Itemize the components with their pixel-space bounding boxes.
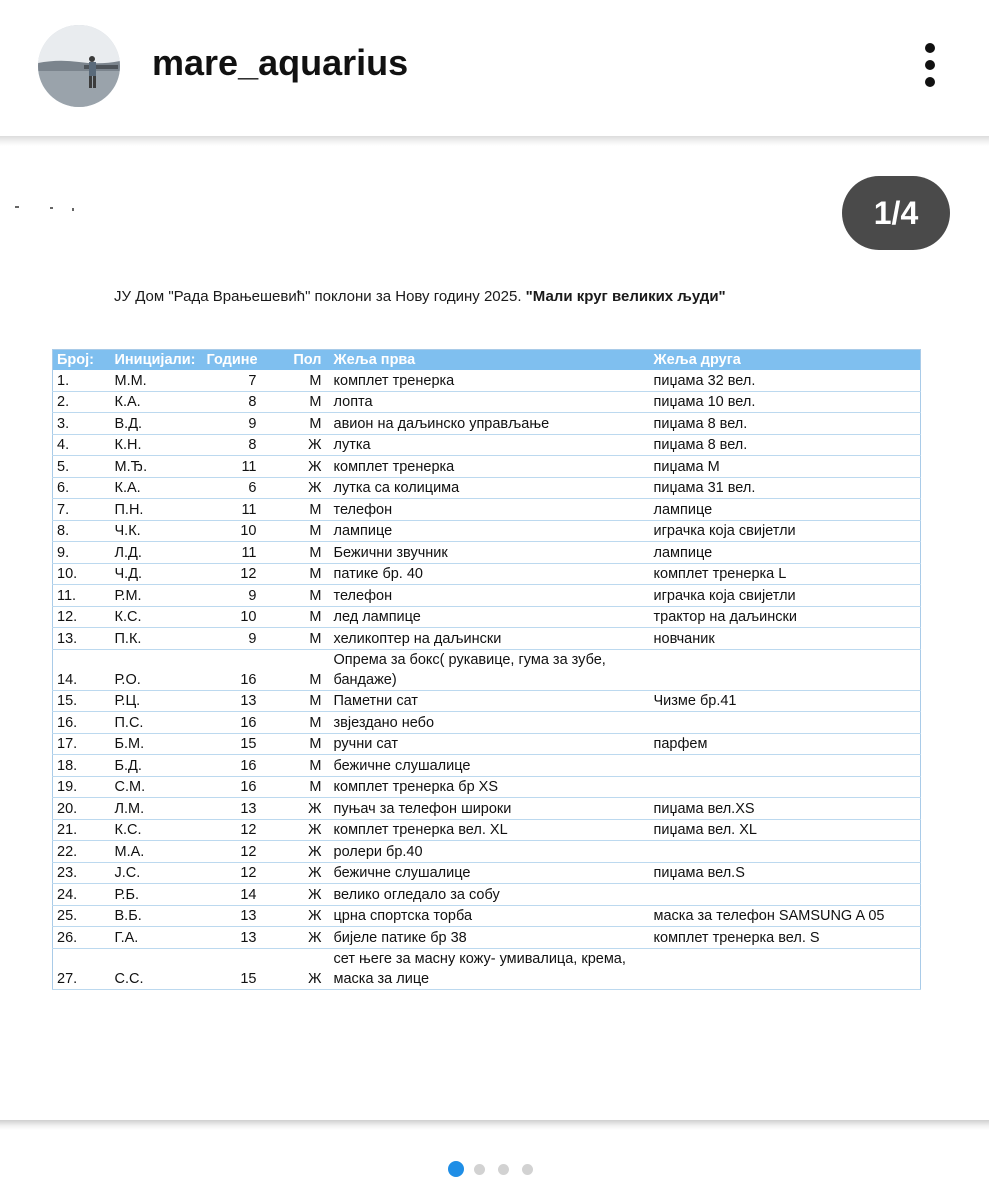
cell-age: 11 bbox=[203, 456, 265, 478]
cell-number: 26. bbox=[53, 927, 111, 949]
avatar[interactable] bbox=[38, 25, 120, 107]
more-vertical-icon bbox=[914, 38, 946, 98]
cell-sex: Ж bbox=[265, 434, 330, 456]
cell-wish-first: Опрема за бокс( рукавице, гума за зубе, бандаже) bbox=[330, 649, 650, 690]
cell-wish-second bbox=[650, 712, 921, 734]
cell-sex: Ж bbox=[265, 841, 330, 863]
cell-wish-first: патике бр. 40 bbox=[330, 563, 650, 585]
cell-wish-second: лампице bbox=[650, 542, 921, 564]
cell-sex: М bbox=[265, 606, 330, 628]
cell-age: 16 bbox=[203, 755, 265, 777]
cell-wish-first: телефон bbox=[330, 499, 650, 521]
table-row bbox=[53, 542, 921, 564]
cell-sex: Ж bbox=[265, 927, 330, 949]
table-row bbox=[53, 776, 921, 798]
cell-sex: М bbox=[265, 776, 330, 798]
cell-number: 5. bbox=[53, 456, 111, 478]
pagination-dot[interactable] bbox=[522, 1164, 533, 1175]
cell-number: 19. bbox=[53, 776, 111, 798]
cell-wish-first: бежичне слушалице bbox=[330, 755, 650, 777]
cell-initials: Б.Д. bbox=[111, 755, 203, 777]
cell-wish-second: новчаник bbox=[650, 628, 921, 650]
cell-wish-second bbox=[650, 884, 921, 906]
username[interactable]: mare_aquarius bbox=[152, 42, 409, 83]
cell-wish-second: комплет тренерка вел. S bbox=[650, 927, 921, 949]
table-row bbox=[53, 712, 921, 734]
cell-wish-first: велико огледало за собу bbox=[330, 884, 650, 906]
table-row bbox=[53, 690, 921, 712]
document-title-bold: "Мали круг великих људи" bbox=[525, 288, 726, 305]
cell-age: 12 bbox=[203, 563, 265, 585]
table-row bbox=[53, 755, 921, 777]
cell-wish-first: лутка bbox=[330, 434, 650, 456]
cell-number: 7. bbox=[53, 499, 111, 521]
footer-divider bbox=[0, 1120, 989, 1130]
cell-age: 8 bbox=[203, 434, 265, 456]
cell-age: 16 bbox=[203, 712, 265, 734]
cell-age: 9 bbox=[203, 413, 265, 435]
cell-initials: Р.Ц. bbox=[111, 690, 203, 712]
cell-wish-second: пиџама 8 вел. bbox=[650, 413, 921, 435]
cell-number: 12. bbox=[53, 606, 111, 628]
cell-number: 23. bbox=[53, 862, 111, 884]
cell-wish-first: лутка са колицима bbox=[330, 477, 650, 499]
cell-wish-first: комплет тренерка вел. XL bbox=[330, 819, 650, 841]
cell-number: 27. bbox=[53, 948, 111, 989]
table-row bbox=[53, 434, 921, 456]
cell-number: 25. bbox=[53, 905, 111, 927]
more-options-button[interactable] bbox=[914, 38, 946, 98]
table-row bbox=[53, 841, 921, 863]
cell-wish-first: ролери бр.40 bbox=[330, 841, 650, 863]
cell-sex: Ж bbox=[265, 948, 330, 989]
cell-age: 11 bbox=[203, 499, 265, 521]
cell-wish-first: бијеле патике бр 38 bbox=[330, 927, 650, 949]
cell-number: 3. bbox=[53, 413, 111, 435]
cell-initials: Ј.С. bbox=[111, 862, 203, 884]
cell-age: 6 bbox=[203, 477, 265, 499]
cell-initials: Б.М. bbox=[111, 733, 203, 755]
cell-number: 9. bbox=[53, 542, 111, 564]
cell-wish-first: комплет тренерка бр XS bbox=[330, 776, 650, 798]
cell-sex: М bbox=[265, 585, 330, 607]
cell-wish-second: парфем bbox=[650, 733, 921, 755]
column-header-wish-first: Жеља прва bbox=[330, 350, 650, 371]
cell-wish-first: пуњач за телефон широки bbox=[330, 798, 650, 820]
cell-initials: М.Ђ. bbox=[111, 456, 203, 478]
table-row bbox=[53, 628, 921, 650]
cell-initials: П.К. bbox=[111, 628, 203, 650]
cell-number: 17. bbox=[53, 733, 111, 755]
cell-wish-second bbox=[650, 755, 921, 777]
cell-number: 11. bbox=[53, 585, 111, 607]
cell-sex: М bbox=[265, 649, 330, 690]
cell-sex: М bbox=[265, 755, 330, 777]
cell-age: 10 bbox=[203, 520, 265, 542]
table-row bbox=[53, 649, 921, 690]
column-header-initials: Иницијали: bbox=[111, 350, 203, 371]
cell-wish-first: бежичне слушалице bbox=[330, 862, 650, 884]
table-row bbox=[53, 927, 921, 949]
gift-wish-table bbox=[52, 349, 921, 990]
cell-number: 13. bbox=[53, 628, 111, 650]
table-row bbox=[53, 905, 921, 927]
cell-wish-second: пиџама вел.XS bbox=[650, 798, 921, 820]
cell-initials: В.Б. bbox=[111, 905, 203, 927]
cell-wish-second: играчка која свијетли bbox=[650, 520, 921, 542]
cell-initials: С.С. bbox=[111, 948, 203, 989]
cell-wish-second: лампице bbox=[650, 499, 921, 521]
cell-initials: К.А. bbox=[111, 391, 203, 413]
cell-wish-first: лопта bbox=[330, 391, 650, 413]
cell-age: 11 bbox=[203, 542, 265, 564]
cell-number: 4. bbox=[53, 434, 111, 456]
cell-age: 16 bbox=[203, 649, 265, 690]
document-title bbox=[114, 288, 726, 305]
cell-sex: М bbox=[265, 628, 330, 650]
cell-sex: М bbox=[265, 733, 330, 755]
post-header bbox=[0, 0, 989, 136]
cell-age: 15 bbox=[203, 948, 265, 989]
scan-speck bbox=[50, 207, 53, 209]
cell-wish-second: играчка која свијетли bbox=[650, 585, 921, 607]
table-row bbox=[53, 585, 921, 607]
cell-wish-first: телефон bbox=[330, 585, 650, 607]
cell-age: 14 bbox=[203, 884, 265, 906]
pagination-dot-active[interactable] bbox=[448, 1161, 464, 1177]
slide-counter: 1/4 bbox=[842, 176, 950, 250]
cell-wish-first: комплет тренерка bbox=[330, 370, 650, 391]
cell-sex: М bbox=[265, 391, 330, 413]
cell-initials: С.М. bbox=[111, 776, 203, 798]
cell-number: 1. bbox=[53, 370, 111, 391]
column-header-sex: Пол bbox=[265, 350, 330, 371]
table-row bbox=[53, 477, 921, 499]
cell-age: 16 bbox=[203, 776, 265, 798]
cell-wish-second: комплет тренерка L bbox=[650, 563, 921, 585]
cell-wish-first: Бежични звучник bbox=[330, 542, 650, 564]
cell-sex: Ж bbox=[265, 798, 330, 820]
cell-age: 9 bbox=[203, 585, 265, 607]
cell-sex: Ж bbox=[265, 477, 330, 499]
cell-number: 6. bbox=[53, 477, 111, 499]
cell-initials: М.А. bbox=[111, 841, 203, 863]
cell-initials: К.А. bbox=[111, 477, 203, 499]
cell-number: 22. bbox=[53, 841, 111, 863]
column-header-number: Број: bbox=[53, 350, 111, 371]
cell-sex: М bbox=[265, 712, 330, 734]
cell-wish-second bbox=[650, 776, 921, 798]
cell-wish-second bbox=[650, 948, 921, 989]
cell-age: 12 bbox=[203, 841, 265, 863]
cell-wish-second: маска за телефон SAMSUNG A 05 bbox=[650, 905, 921, 927]
cell-number: 18. bbox=[53, 755, 111, 777]
table-row bbox=[53, 733, 921, 755]
cell-wish-second: Чизме бр.41 bbox=[650, 690, 921, 712]
cell-wish-second: пиџама вел. XL bbox=[650, 819, 921, 841]
cell-initials: В.Д. bbox=[111, 413, 203, 435]
scan-speck bbox=[72, 208, 74, 211]
cell-initials: К.С. bbox=[111, 606, 203, 628]
scan-speck bbox=[15, 206, 19, 208]
cell-sex: Ж bbox=[265, 884, 330, 906]
header-divider bbox=[0, 136, 989, 146]
column-header-wish-second: Жеља друга bbox=[650, 350, 921, 371]
table-row bbox=[53, 563, 921, 585]
cell-wish-second bbox=[650, 649, 921, 690]
table-row bbox=[53, 819, 921, 841]
table-row bbox=[53, 862, 921, 884]
cell-number: 24. bbox=[53, 884, 111, 906]
cell-age: 7 bbox=[203, 370, 265, 391]
cell-initials: П.С. bbox=[111, 712, 203, 734]
cell-initials: Л.Д. bbox=[111, 542, 203, 564]
cell-age: 13 bbox=[203, 927, 265, 949]
cell-sex: М bbox=[265, 413, 330, 435]
table-header-row bbox=[53, 350, 921, 371]
cell-number: 2. bbox=[53, 391, 111, 413]
cell-wish-first: комплет тренерка bbox=[330, 456, 650, 478]
cell-wish-second: пиџама М bbox=[650, 456, 921, 478]
cell-age: 9 bbox=[203, 628, 265, 650]
cell-initials: К.Н. bbox=[111, 434, 203, 456]
table-row bbox=[53, 499, 921, 521]
cell-initials: П.Н. bbox=[111, 499, 203, 521]
table-row bbox=[53, 884, 921, 906]
cell-sex: М bbox=[265, 563, 330, 585]
cell-sex: М bbox=[265, 499, 330, 521]
cell-wish-second: трактор на даљински bbox=[650, 606, 921, 628]
cell-number: 14. bbox=[53, 649, 111, 690]
pagination-dot[interactable] bbox=[498, 1164, 509, 1175]
cell-wish-second: пиџама вел.S bbox=[650, 862, 921, 884]
avatar-photo bbox=[38, 25, 120, 107]
column-header-age: Године bbox=[203, 350, 265, 371]
cell-wish-second bbox=[650, 841, 921, 863]
table-row bbox=[53, 520, 921, 542]
carousel-pagination bbox=[448, 1160, 546, 1178]
cell-initials: К.С. bbox=[111, 819, 203, 841]
cell-wish-first: авион на даљинско управљање bbox=[330, 413, 650, 435]
table-row bbox=[53, 798, 921, 820]
cell-initials: Р.Б. bbox=[111, 884, 203, 906]
cell-wish-first: ручни сат bbox=[330, 733, 650, 755]
cell-number: 21. bbox=[53, 819, 111, 841]
post-media[interactable] bbox=[0, 146, 989, 1120]
table-row bbox=[53, 391, 921, 413]
table-row bbox=[53, 413, 921, 435]
cell-age: 13 bbox=[203, 798, 265, 820]
cell-age: 8 bbox=[203, 391, 265, 413]
cell-number: 20. bbox=[53, 798, 111, 820]
cell-sex: М bbox=[265, 370, 330, 391]
cell-wish-second: пиџама 10 вел. bbox=[650, 391, 921, 413]
cell-number: 16. bbox=[53, 712, 111, 734]
cell-wish-first: звјездано небо bbox=[330, 712, 650, 734]
cell-sex: Ж bbox=[265, 862, 330, 884]
cell-initials: Ч.К. bbox=[111, 520, 203, 542]
cell-sex: М bbox=[265, 520, 330, 542]
cell-age: 15 bbox=[203, 733, 265, 755]
cell-age: 12 bbox=[203, 862, 265, 884]
cell-wish-first: сет његе за масну кожу- умивалица, крема, маска за лице bbox=[330, 948, 650, 989]
cell-sex: Ж bbox=[265, 905, 330, 927]
table-row bbox=[53, 606, 921, 628]
table-row bbox=[53, 370, 921, 391]
cell-wish-second: пиџама 31 вел. bbox=[650, 477, 921, 499]
table-row bbox=[53, 948, 921, 989]
cell-sex: Ж bbox=[265, 819, 330, 841]
cell-wish-second: пиџама 32 вел. bbox=[650, 370, 921, 391]
cell-sex: Ж bbox=[265, 456, 330, 478]
cell-sex: М bbox=[265, 542, 330, 564]
document-title-plain: ЈУ Дом "Рада Врањешевић" поклони за Нову годину 2025. bbox=[114, 288, 526, 305]
cell-initials: Р.О. bbox=[111, 649, 203, 690]
cell-initials: М.М. bbox=[111, 370, 203, 391]
cell-initials: Г.А. bbox=[111, 927, 203, 949]
cell-number: 10. bbox=[53, 563, 111, 585]
pagination-dot[interactable] bbox=[474, 1164, 485, 1175]
cell-wish-second: пиџама 8 вел. bbox=[650, 434, 921, 456]
cell-number: 8. bbox=[53, 520, 111, 542]
cell-wish-first: Паметни сат bbox=[330, 690, 650, 712]
cell-wish-first: хеликоптер на даљински bbox=[330, 628, 650, 650]
cell-wish-first: лампице bbox=[330, 520, 650, 542]
cell-initials: Р.М. bbox=[111, 585, 203, 607]
cell-age: 13 bbox=[203, 905, 265, 927]
cell-sex: М bbox=[265, 690, 330, 712]
cell-age: 10 bbox=[203, 606, 265, 628]
table-row bbox=[53, 456, 921, 478]
cell-wish-first: лед лампице bbox=[330, 606, 650, 628]
cell-initials: Л.М. bbox=[111, 798, 203, 820]
cell-wish-first: црна спортска торба bbox=[330, 905, 650, 927]
cell-age: 13 bbox=[203, 690, 265, 712]
cell-number: 15. bbox=[53, 690, 111, 712]
cell-age: 12 bbox=[203, 819, 265, 841]
cell-initials: Ч.Д. bbox=[111, 563, 203, 585]
